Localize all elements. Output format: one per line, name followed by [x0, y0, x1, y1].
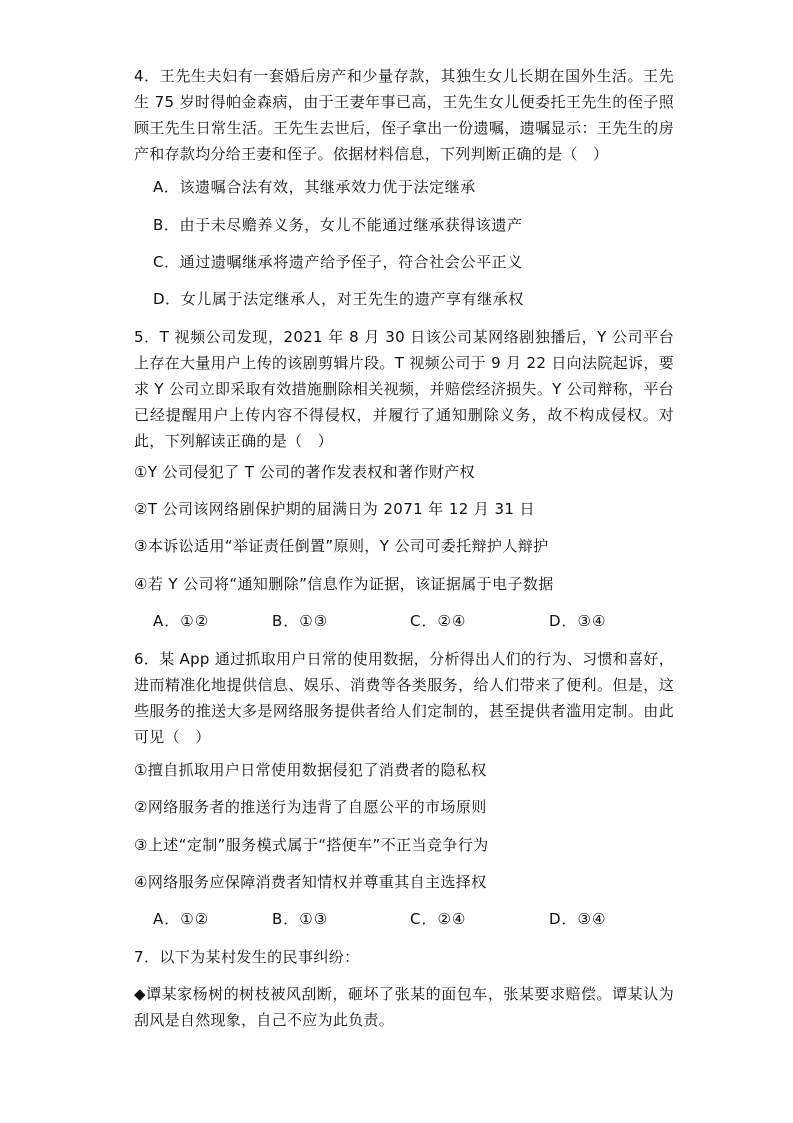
question-5-statement-1: ①Y 公司侵犯了 T 公司的著作发表权和著作财产权	[134, 463, 476, 481]
question-6-statement-1: ①擅自抓取用户日常使用数据侵犯了消费者的隐私权	[134, 761, 487, 779]
question-5-statement-4: ④若 Y 公司将“通知删除”信息作为证据，该证据属于电子数据	[134, 575, 554, 593]
question-4-option-c: C．通过遗嘱继承将遗产给予侄子，符合社会公平正义	[153, 253, 523, 271]
question-7-case-1: ◆谭某家杨树的树枝被风刮断，砸坏了张某的面包车，张某要求赔偿。谭某认为刮风是自然现象，自己不应为此负责。	[134, 985, 674, 1029]
question-4-option-d: D．女儿属于法定继承人，对王先生的遗产享有继承权	[153, 290, 524, 308]
question-6-choice-c: C．②④	[410, 910, 467, 928]
question-5-choice-d: D．③④	[549, 612, 607, 630]
question-5-choice-a: A．①②	[153, 612, 210, 630]
question-6-statement-2: ②网络服务者的推送行为违背了自愿公平的市场原则	[134, 798, 487, 816]
question-7-stem: 7．以下为某村发生的民事纠纷：	[134, 948, 360, 966]
question-6-stem: 6．某 App 通过抓取用户日常的使用数据，分析得出人们的行为、习惯和喜好，进而精准化地提供信息、娱乐、消费等各类服务，给人们带来了便利。但是，这些服务的推送大多是网络服务提供者给人们定制的，甚至提供者滥用定制。由此可见（ ）	[134, 650, 674, 746]
question-4-option-b: B．由于未尽赡养义务，女儿不能通过继承获得该遗产	[153, 216, 523, 234]
question-6-choice-b: B．①③	[272, 910, 329, 928]
question-6-statement-4: ④网络服务应保障消费者知情权并尊重其自主选择权	[134, 873, 487, 891]
question-5-statement-3: ③本诉讼适用“举证责任倒置”原则，Y 公司可委托辩护人辩护	[134, 537, 549, 555]
question-5-choice-c: C．②④	[410, 612, 467, 630]
question-4-option-a: A．该遗嘱合法有效，其继承效力优于法定继承	[153, 178, 476, 196]
question-4-stem: 4．王先生夫妇有一套婚后房产和少量存款，其独生女儿长期在国外生活。王先生 75 岁时得帕金森病，由于王妻年事已高，王先生女儿便委托王先生的侄子照顾王先生日常生活。王先生去世后，侄子拿出一份遗嘱，遗嘱显示：王先生的房产和存款均分给王妻和侄子。依据材料信息，下列判断正确的是（ ）	[134, 67, 674, 163]
question-6-choice-d: D．③④	[549, 910, 607, 928]
question-6-choice-a: A．①②	[153, 910, 210, 928]
question-5-statement-2: ②T 公司该网络剧保护期的届满日为 2071 年 12 月 31 日	[134, 500, 535, 518]
question-5-choice-b: B．①③	[272, 612, 329, 630]
question-6-statement-3: ③上述“定制”服务模式属于“搭便车”不正当竞争行为	[134, 836, 489, 854]
question-5-stem: 5．T 视频公司发现，2021 年 8 月 30 日该公司某网络剧独播后，Y 公司平台上存在大量用户上传的该剧剪辑片段。T 视频公司于 9 月 22 日向法院起诉，要求 Y 公司立即采取有效措施删除相关视频，并赔偿经济损失。Y 公司辩称，平台已经提醒用户上传内容不得侵权，并履行了通知删除义务，故不构成侵权。对此，下列解读正确的是（ ）	[134, 328, 674, 450]
